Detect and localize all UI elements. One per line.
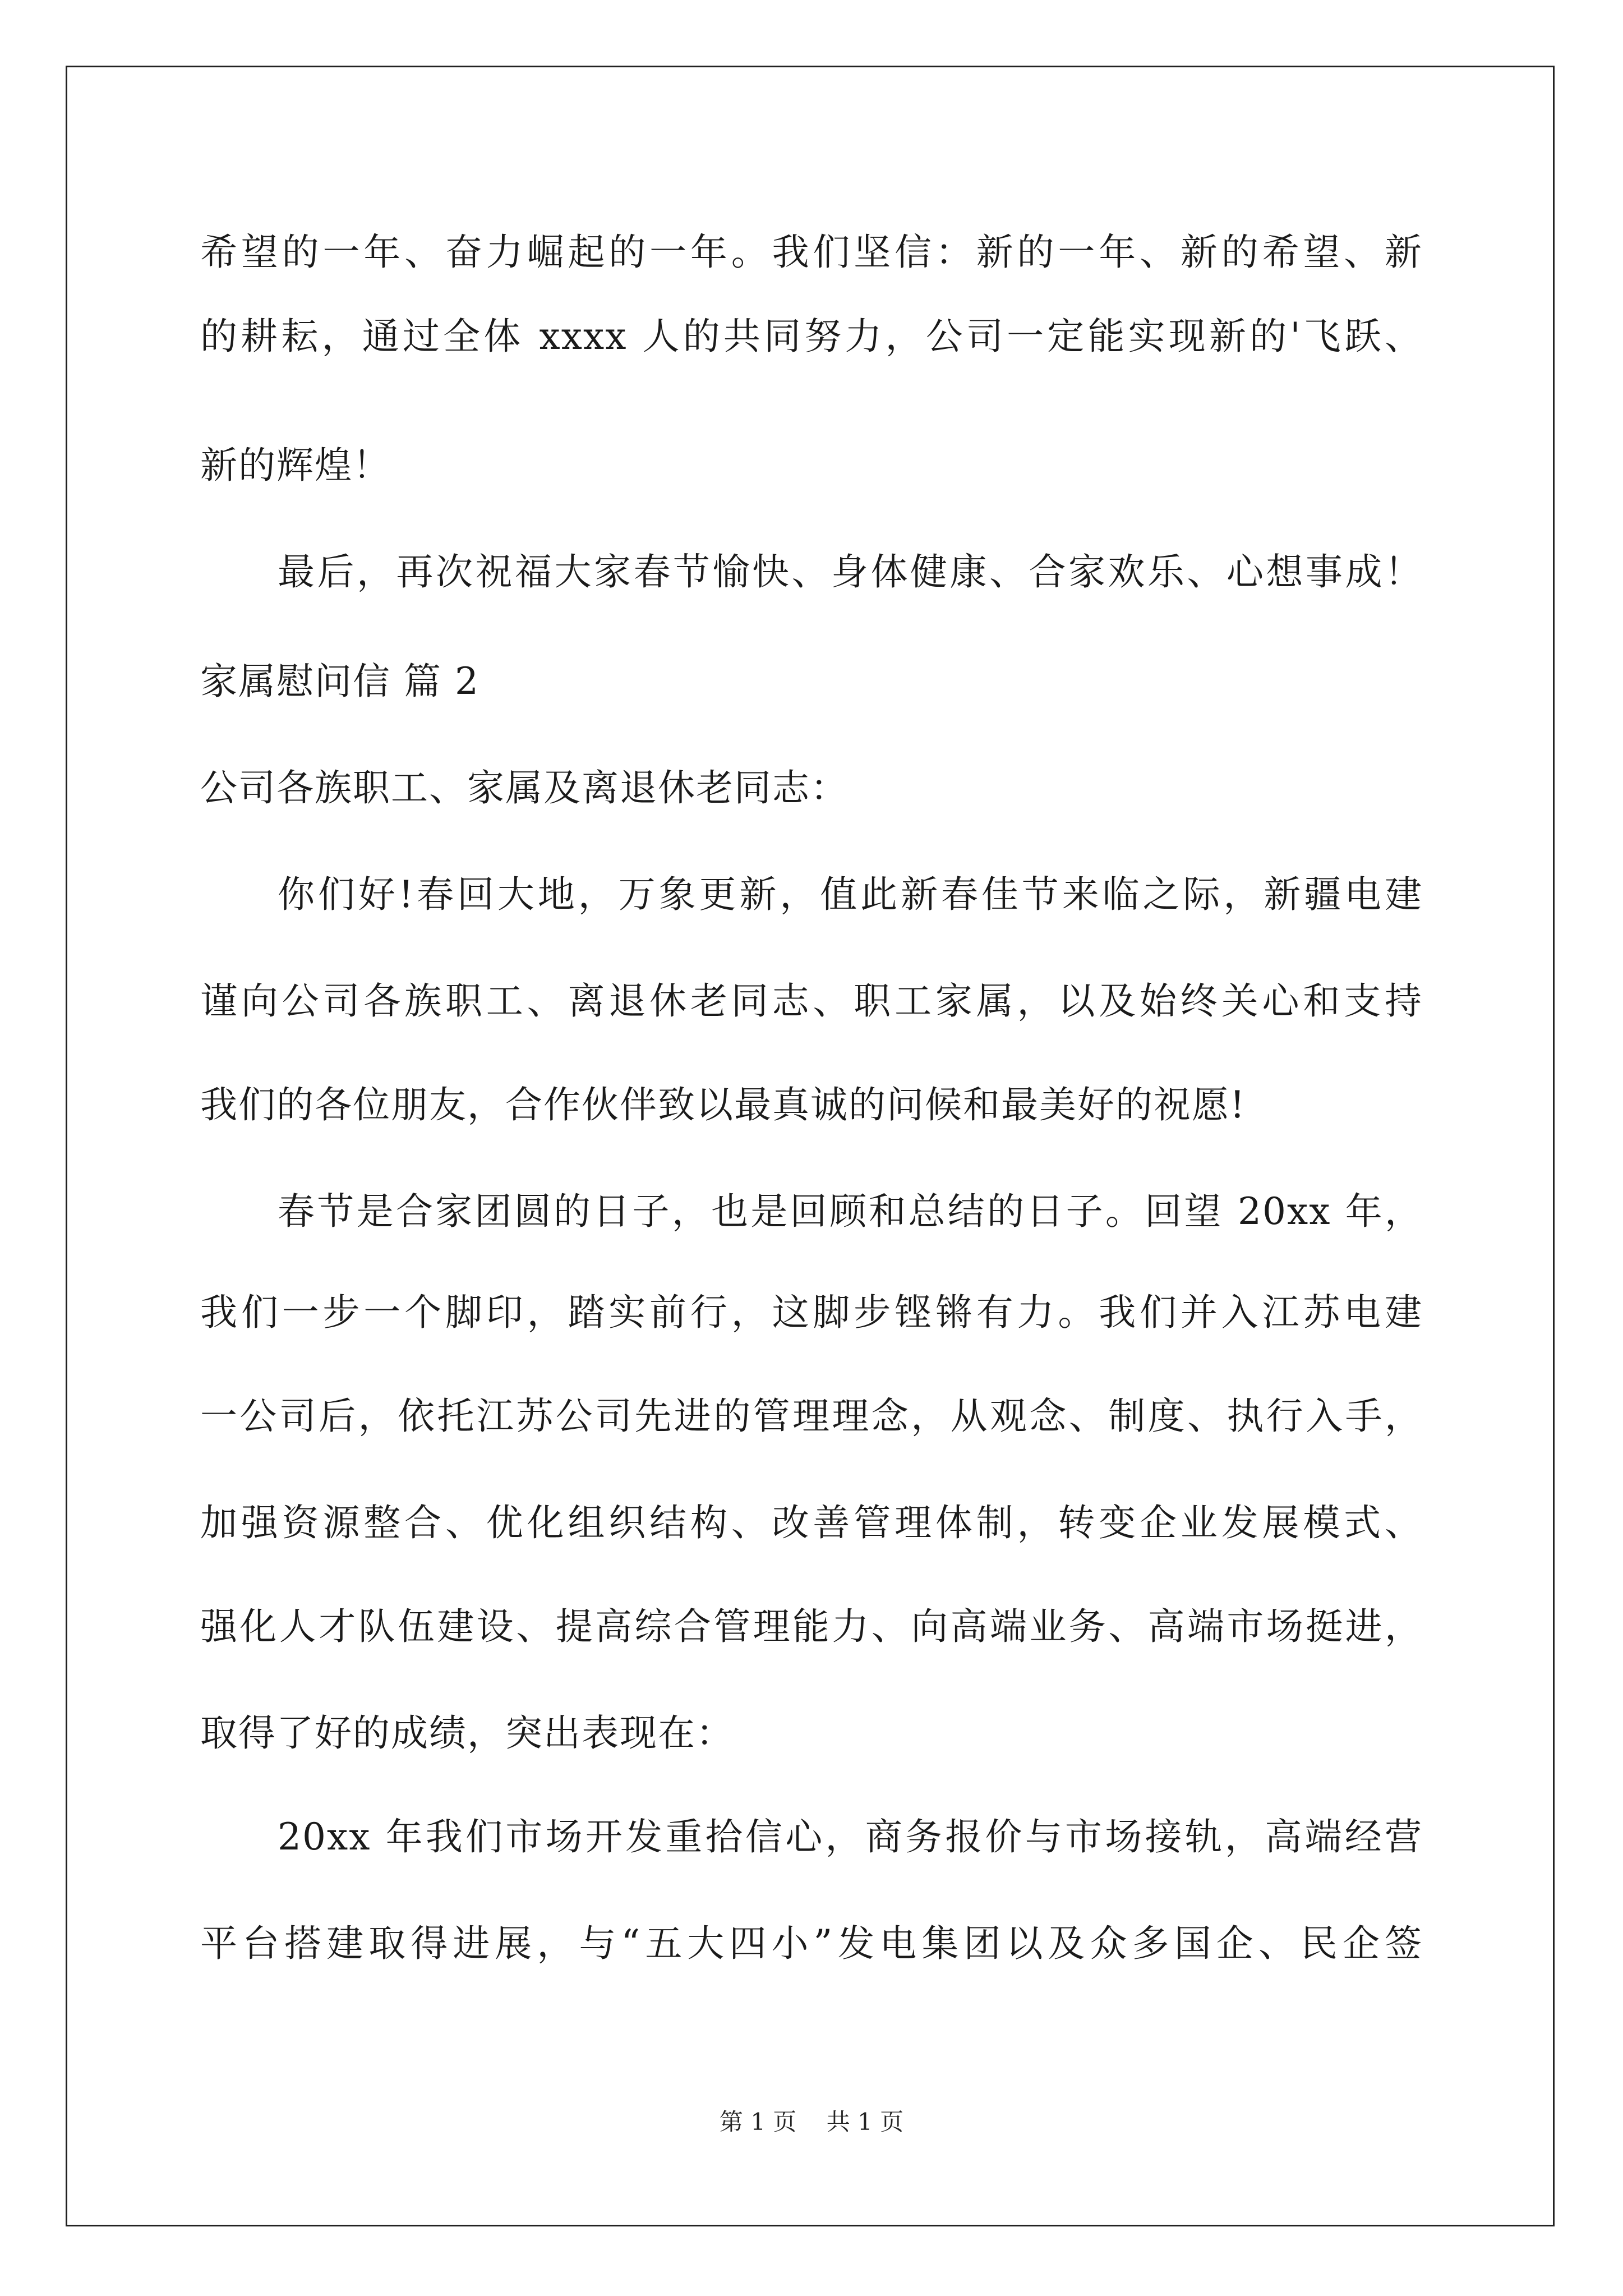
paragraph-line: 你们好!春回大地，万象更新，值此新春佳节来临之际，新疆电建	[278, 873, 1423, 916]
paragraph-line: 平台搭建取得进展，与“五大四小”发电集团以及众多国企、民企签	[200, 1922, 1423, 1965]
page-footer	[0, 2104, 1623, 2137]
paragraph-line: 我们一步一个脚印，踏实前行，这脚步铿锵有力。我们并入江苏电建	[200, 1291, 1423, 1334]
paragraph-line: 春节是合家团圆的日子，也是回顾和总结的日子。回望 20xx 年，	[278, 1190, 1423, 1233]
paragraph-line: 20xx 年我们市场开发重拾信心，商务报价与市场接轨，高端经营	[278, 1815, 1423, 1858]
paragraph-line: 强化人才队伍建设、提高综合管理能力、向高端业务、高端市场挺进，	[200, 1605, 1423, 1648]
page-total: 共 1 页	[826, 2108, 904, 2136]
paragraph-line: 新的辉煌！	[200, 444, 391, 487]
salutation: 公司各族职工、家属及离退休老同志：	[200, 766, 849, 809]
paragraph-line: 一公司后，依托江苏公司先进的管理理念，从观念、制度、执行入手，	[200, 1395, 1423, 1438]
paragraph-line: 我们的各位朋友，合作伙伴致以最真诚的问候和最美好的祝愿!	[200, 1083, 1246, 1126]
page-number: 第 1 页	[719, 2108, 797, 2136]
paragraph-line: 加强资源整合、优化组织结构、改善管理体制，转变企业发展模式、	[200, 1501, 1423, 1544]
paragraph-line: 最后，再次祝福大家春节愉快、身体健康、合家欢乐、心想事成！	[278, 550, 1423, 593]
paragraph-line: 希望的一年、奋力崛起的一年。我们坚信：新的一年、新的希望、新	[200, 231, 1423, 274]
section-heading: 家属慰问信 篇 2	[200, 660, 479, 703]
paragraph-line: 取得了好的成绩，突出表现在：	[200, 1711, 734, 1755]
paragraph-line: 谨向公司各族职工、离退休老同志、职工家属，以及始终关心和支持	[200, 979, 1423, 1023]
page-border	[66, 66, 1555, 2226]
paragraph-line: 的耕耘，通过全体 xxxx 人的共同努力，公司一定能实现新的'飞跃、	[200, 315, 1423, 358]
